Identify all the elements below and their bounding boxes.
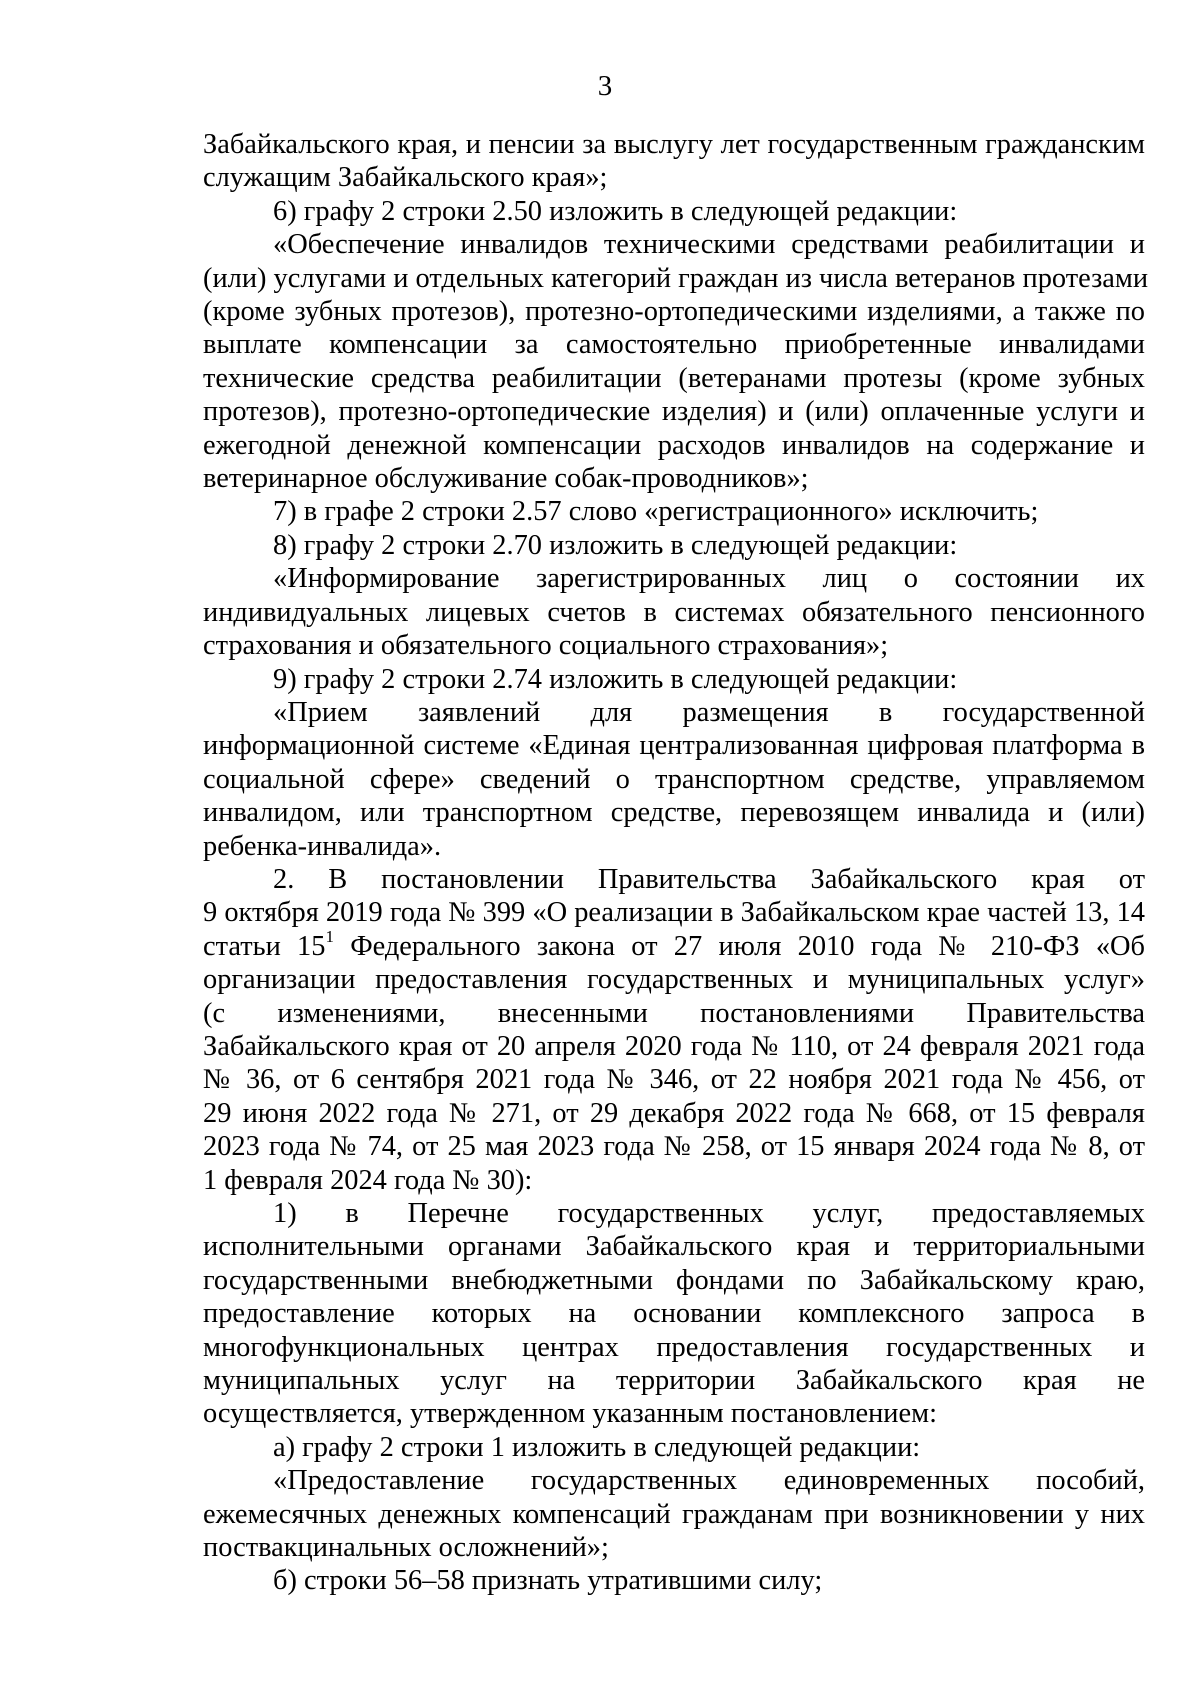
text-line: поствакцинальных осложнений»; [203,1532,609,1564]
text-line: индивидуальных лицевых счетов в системах обязательного пенсионного [203,596,1145,628]
text-line: информационной системе «Единая централизованная цифровая платформа в [203,730,1145,762]
text-line: протезов), протезно-ортопедические изделия) и (или) оплаченные услуги и [203,396,1145,428]
text-line: 1) в Перечне государственных услуг, предоставляемых [273,1198,1145,1229]
text-line: «Предоставление государственных единовременных пособий, [273,1465,1145,1497]
text-line: 8) графу 2 строки 2.70 изложить в следующей редакции: [273,529,958,561]
text-line: «Обеспечение инвалидов техническими средствами реабилитации и [273,229,1145,261]
text-line: 2. В постановлении Правительства Забайкальского края от [273,863,1145,895]
text-segment: статьи 15 [203,930,326,962]
text-line: «Прием заявлений для размещения в государственной [273,696,1145,728]
text-line: 6) графу 2 строки 2.50 изложить в следующей редакции: [273,195,958,227]
text-line: ежемесячных денежных компенсаций гражданам при возникновении у них [203,1498,1145,1530]
text-line: многофункциональных центрах предоставления государственных и [203,1331,1145,1363]
text-line: 9 октября 2019 года № 399 «О реализации в Забайкальском крае частей 13, 14 [203,897,1145,929]
text-line: (кроме зубных протезов), протезно-ортопедическими изделиями, а также по [203,296,1145,328]
superscript: 1 [325,927,334,947]
text-line: исполнительными органами Забайкальского края и территориальными [203,1231,1145,1263]
text-line: организации предоставления государственных и муниципальных услуг» [203,964,1145,996]
text-line: (или) услугами и отдельных категорий граждан из числа ветеранов протезами [203,262,1149,294]
text-line: осуществляется, утвержденном указанным постановлением: [203,1398,937,1430]
text-line: Забайкальского края, и пенсии за выслугу лет государственным гражданским [203,129,1145,160]
text-line: служащим Забайкальского края»; [203,162,608,194]
page-number: 3 [597,70,613,102]
text-line: технические средства реабилитации (ветеранами протезы (кроме зубных [203,362,1145,394]
text-line: «Информирование зарегистрированных лиц о состоянии их [273,563,1145,595]
body-text [203,128,1149,1598]
text-line: ежегодной денежной компенсации расходов инвалидов на содержание и [203,429,1145,461]
text-line: ветеринарное обслуживание собак-проводников»; [203,463,809,495]
text-line: 1 февраля 2024 года № 30): [203,1164,533,1196]
text-line: 2023 года № 74, от 25 мая 2023 года № 258, от 15 января 2024 года № 8, от [203,1131,1145,1163]
text-line: страхования и обязательного социального страхования»; [203,630,889,662]
text-line: б) строки 56–58 признать утратившими силу; [273,1565,823,1597]
text-line: государственными внебюджетными фондами по Забайкальскому краю, [203,1264,1145,1296]
text-line: 7) в графе 2 строки 2.57 слово «регистрационного» исключить; [273,496,1039,528]
text-line: социальной сфере» сведений о транспортном средстве, управляемом [203,763,1145,795]
text-line: а) графу 2 строки 1 изложить в следующей редакции: [273,1431,921,1463]
text-line: муниципальных услуг на территории Забайкальского края не [203,1365,1145,1397]
text-line [203,927,1145,963]
text-line: 29 июня 2022 года № 271, от 29 декабря 2022 года № 668, от 15 февраля [203,1097,1145,1129]
text-line: (с изменениями, внесенными постановлениями Правительства [203,997,1145,1029]
text-line: № 36, от 6 сентября 2021 года № 346, от 22 ноября 2021 года № 456, от [203,1064,1145,1096]
text-line: Забайкальского края от 20 апреля 2020 года № 110, от 24 февраля 2021 года [203,1030,1145,1062]
text-line: предоставление которых на основании комплексного запроса в [203,1298,1145,1330]
text-segment: Федерального закона от 27 июля 2010 года № 210-ФЗ «Об [333,930,1145,962]
text-line: выплате компенсации за самостоятельно приобретенные инвалидами [203,329,1145,361]
text-line: инвалидом, или транспортном средстве, перевозящем инвалида и (или) [203,797,1145,829]
text-line: ребенка-инвалида». [203,830,442,862]
text-line: 9) графу 2 строки 2.74 изложить в следующей редакции: [273,663,958,695]
